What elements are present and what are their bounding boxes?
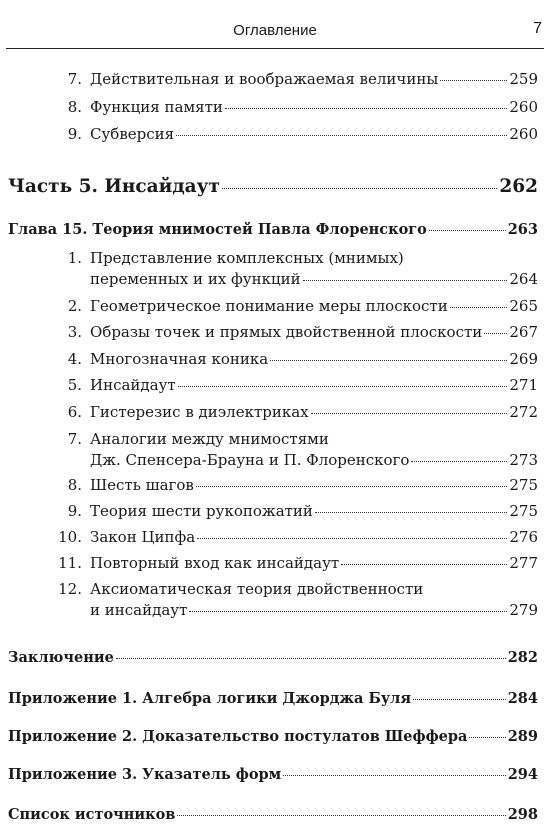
dot-leader	[270, 360, 507, 361]
toc-entry-label: Повторный вход как инсайдаут	[90, 554, 340, 572]
dot-leader	[189, 611, 507, 612]
toc-entry-label: Гистерезис в диэлектриках	[90, 403, 309, 421]
toc-back-page: 284	[507, 690, 538, 707]
toc-entry[interactable]	[32, 554, 538, 572]
toc-part-page: 262	[499, 176, 538, 197]
toc-entry-number: 11.	[58, 554, 82, 572]
dot-leader	[225, 108, 507, 109]
dot-leader	[311, 413, 508, 414]
toc-entry-number: 12.	[58, 580, 82, 598]
running-header	[6, 0, 544, 49]
header-title: Оглавление	[233, 22, 317, 39]
toc-entry-label-line1: Аксиоматическая теория двойственности	[90, 580, 424, 598]
toc-back-label: Приложение 2. Доказательство постулатов Шеффера	[8, 728, 468, 745]
toc-entry-label: Дж. Спенсера-Брауна и П. Флоренского	[90, 451, 410, 469]
toc-back-label: Список источников	[8, 806, 176, 823]
toc-chapter-page: 263	[507, 221, 538, 238]
toc-entry-number: 3.	[67, 323, 82, 341]
toc-entry-page: 276	[509, 528, 538, 546]
toc-entry-label: Субверсия	[90, 125, 175, 143]
toc-entry[interactable]	[32, 528, 538, 546]
toc-entry-number: 6.	[67, 403, 82, 421]
toc-entry[interactable]	[32, 350, 538, 368]
dot-leader	[413, 699, 506, 700]
toc-entry-label: Закон Ципфа	[90, 528, 196, 546]
dot-leader	[440, 80, 507, 81]
toc-entry-page: 273	[509, 451, 538, 469]
toc-back-entry[interactable]	[8, 649, 538, 666]
toc-entry-page: 275	[509, 502, 538, 520]
dot-leader	[177, 815, 505, 816]
toc-entry-label: Инсайдаут	[90, 376, 176, 394]
toc-entry-label-line1: Аналогии между мнимостями	[90, 430, 329, 448]
toc-entry-number: 10.	[58, 528, 82, 546]
toc-entry-number: 2.	[67, 297, 82, 315]
toc-entry[interactable]	[32, 476, 538, 494]
toc-entry-page: 277	[509, 554, 538, 572]
toc-chapter-label: Глава 15. Теория мнимостей Павла Флоренского	[8, 221, 427, 238]
toc-back-entry[interactable]	[8, 806, 538, 823]
toc-entry-page: 259	[509, 70, 538, 88]
toc-entry[interactable]	[32, 323, 538, 341]
toc-back-page: 294	[507, 766, 538, 783]
toc-entry-label-line1: Представление комплексных (мнимых)	[90, 249, 404, 267]
toc-entry-number: 7.	[67, 70, 82, 88]
dot-leader	[341, 564, 507, 565]
header-page-number: 7	[533, 20, 542, 37]
toc-entry-page: 272	[509, 403, 538, 421]
toc-entry-number: 1.	[67, 249, 82, 267]
toc-entry-page: 271	[509, 376, 538, 394]
toc-entry-number: 9.	[67, 125, 82, 143]
toc-back-entry[interactable]	[8, 728, 538, 745]
toc-entry-page: 265	[509, 297, 538, 315]
toc-entry-page: 269	[509, 350, 538, 368]
toc-entry-page: 260	[509, 125, 538, 143]
dot-leader	[196, 486, 508, 487]
toc-entry-first-line	[32, 580, 423, 598]
toc-entry[interactable]	[32, 601, 538, 619]
toc-back-page: 289	[507, 728, 538, 745]
toc-entry[interactable]	[32, 70, 538, 88]
toc-chapter[interactable]	[8, 221, 538, 238]
dot-leader	[197, 538, 507, 539]
dot-leader	[469, 737, 505, 738]
dot-leader	[411, 461, 507, 462]
toc-entry-page: 279	[509, 601, 538, 619]
toc-entry[interactable]	[32, 125, 538, 143]
toc-back-entry[interactable]	[8, 690, 538, 707]
toc-entry-page: 267	[509, 323, 538, 341]
toc-part[interactable]	[8, 176, 538, 197]
toc-back-entry[interactable]	[8, 766, 538, 783]
toc-entry-page: 264	[509, 270, 538, 288]
toc-entry[interactable]	[32, 502, 538, 520]
dot-leader	[484, 333, 507, 334]
dot-leader	[116, 658, 506, 659]
toc-entry[interactable]	[32, 403, 538, 421]
toc-entry[interactable]	[32, 297, 538, 315]
toc-back-label: Заключение	[8, 649, 114, 666]
dot-leader	[429, 230, 506, 231]
dot-leader	[222, 188, 497, 189]
toc-entry-number: 7.	[67, 430, 82, 448]
toc-back-label: Приложение 1. Алгебра логики Джорджа Буля	[8, 690, 412, 707]
toc-entry-label: переменных и их функций	[90, 270, 301, 288]
toc-back-page: 298	[507, 806, 538, 823]
toc-back-page: 282	[507, 649, 538, 666]
toc-entry-label: Геометрическое понимание меры плоскости	[90, 297, 448, 315]
toc-entry-label: Образы точек и прямых двойственной плоскости	[90, 323, 483, 341]
toc-part-label: Часть 5. Инсайдаут	[8, 176, 220, 197]
toc-entry-page: 275	[509, 476, 538, 494]
toc-entry-number: 8.	[67, 98, 82, 116]
toc-entry-number: 5.	[67, 376, 82, 394]
toc-entry-first-line	[32, 430, 329, 448]
toc-entry-label: Теория шести рукопожатий	[90, 502, 313, 520]
toc-entry-number: 9.	[67, 502, 82, 520]
dot-leader	[303, 280, 508, 281]
dot-leader	[315, 512, 507, 513]
toc-entry-label: Многозначная коника	[90, 350, 269, 368]
toc-entry[interactable]	[32, 451, 538, 469]
dot-leader	[450, 307, 508, 308]
toc-back-label: Приложение 3. Указатель форм	[8, 766, 282, 783]
toc-entry-label: Функция памяти	[90, 98, 223, 116]
toc-entry-page: 260	[509, 98, 538, 116]
dot-leader	[283, 775, 505, 776]
toc-entry[interactable]	[32, 376, 538, 394]
dot-leader	[178, 386, 508, 387]
toc-entry[interactable]	[32, 98, 538, 116]
toc-entry-first-line	[32, 249, 404, 267]
toc-entry[interactable]	[32, 270, 538, 288]
toc-entry-number: 4.	[67, 350, 82, 368]
dot-leader	[176, 135, 507, 136]
toc-entry-label: и инсайдаут	[90, 601, 188, 619]
toc-entry-label: Действительная и воображаемая величины	[90, 70, 439, 88]
toc-entry-number: 8.	[67, 476, 82, 494]
toc-entry-label: Шесть шагов	[90, 476, 194, 494]
